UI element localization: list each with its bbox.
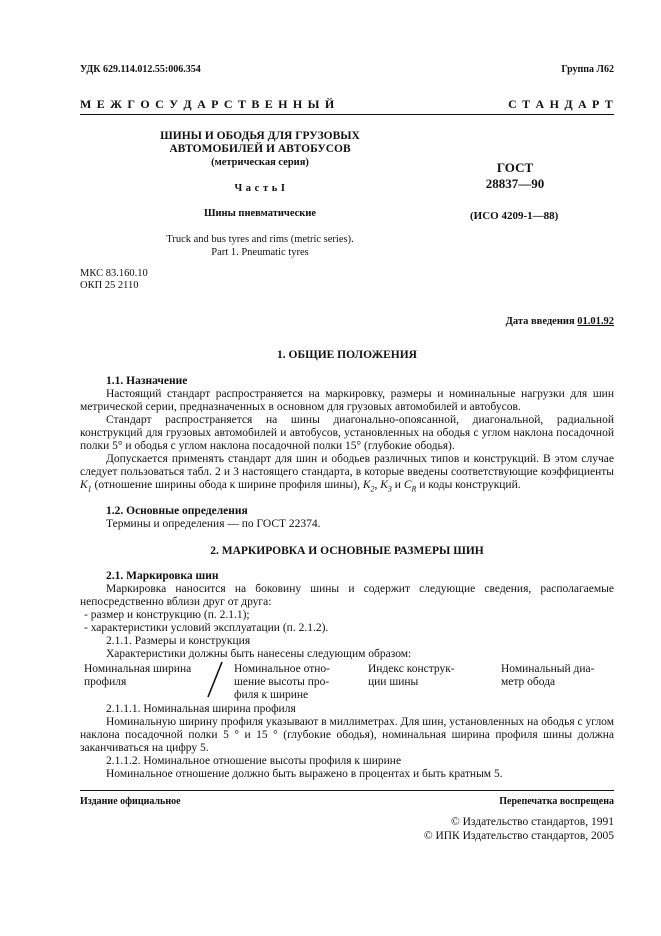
title-line-1: ШИНЫ И ОБОДЬЯ ДЛЯ ГРУЗОВЫХ [160,130,360,142]
banner-standard: С Т А Н Д А Р Т [508,97,614,111]
section-1-2-heading: 1.2. Основные определения [106,505,248,517]
scheme-col2-line3: филя к ширине [234,689,309,701]
coef-cr: $C_R$ [403,479,417,494]
copyright-1991: © Издательство стандартов, 1991 [450,816,614,828]
section-2-1-1-1-heading: 2.1.1.1. Номинальная ширина профиля [106,703,296,715]
p3-and: и [394,479,401,492]
date-intro-value: 01.01.92 [577,316,614,327]
coef-k3: $K_3$ [380,479,392,494]
scheme-col4-line2: метр обода [501,676,556,688]
scheme-col4-line1: Номинальный диа- [501,663,595,675]
edition-official: Издание официальное [80,796,181,807]
okp-code: ОКП 25 2110 [80,280,139,291]
scheme-col2-line1: Номинальное отно- [234,663,330,675]
p3-text-a: Допускается применять стандарт для шин и ободьев различных типов и конструкций. В этом случае следует пользоваться табл. 2 и 3 настоящего стандарта, в которые введены соответствующие коэффициенты [80,453,614,479]
gost-block [460,160,570,192]
p3-text-b: (отношение ширины обода к ширине профиля шины), [94,479,360,492]
coef-k2: $K_2$ [362,479,375,494]
english-title-1: Truck and bus tyres and rims (metric series). [166,234,354,245]
codes-block [80,268,148,292]
scheme-col3-line2: ции шины [368,676,419,688]
title-line-2: АВТОМОБИЛЕЙ И АВТОБУСОВ [169,143,351,155]
scheme-col1-line1: Номинальная ширина [84,663,192,675]
mks-code: МКС 83.160.10 [80,268,148,279]
list-item-1: - размер и конструкцию (п. 2.1.1); [84,609,250,621]
section-1-1-p2: Стандарт распространяется на шины диагонально-опоясанной, диагональной, радиальной конструкций для грузовых автомобилей и автобусов, установленных на ободья с углом наклона посадочной полки 5° и ободья с углом наклона посадочной полки 15° (глубокие ободья). [80,414,614,453]
group-code: Группа Л62 [561,64,614,75]
series-label: (метрическая серия) [211,157,309,168]
header-rule [80,114,614,115]
p3-text-c: и коды конструкций. [419,479,521,492]
reprint-prohibited: Перепечатка воспрещена [499,796,614,807]
section-2-1-1-heading: 2.1.1. Размеры и конструкция [106,635,251,647]
list-item-2: - характеристики условий эксплуатации (п. 2.1.2). [84,622,329,634]
section-2-1-1-p1: Характеристики должны быть нанесены следующим образом: [106,648,412,660]
section-1-1-heading: 1.1. Назначение [106,375,188,387]
english-title-2: Part 1. Pneumatic tyres [211,247,309,258]
section-1-heading: 1. ОБЩИЕ ПОЛОЖЕНИЯ [277,349,417,361]
section-2-1-heading: 2.1. Маркировка шин [106,570,219,582]
copyright-block [424,815,614,843]
section-2-1-1-1-p1: Номинальную ширину профиля указывают в миллиметрах. Для шин, установленных на ободья с углом наклона посадочной полки 5 ° и 15 ° (глубокие ободья), номинальная ширина профиля шины должна заканчиваться на цифру 5. [80,716,614,755]
section-2-1-1-2-p1: Номинальное отношение должно быть выражено в процентах и быть кратным 5. [106,768,503,780]
footer-rule [80,790,614,791]
part-name: Шины пневматические [203,208,317,219]
title-block [110,130,410,259]
part-label: Ч а с т ь I [234,183,286,194]
scheme-col3-line1: Индекс конструк- [368,663,455,675]
scheme-col2-line2: шение высоты про- [234,676,330,688]
scheme-col1-line2: профиля [84,676,127,688]
scheme-col-diameter [501,663,594,689]
slash-separator [204,660,226,700]
section-2-1-p1: Маркировка наносится на боковину шины и содержит следующие сведения, располагаемые непосредственно вблизи друг от друга: [80,583,614,609]
section-2-1-1-2-heading: 2.1.1.2. Номинальное отношение высоты профиля к ширине [106,755,402,767]
coef-k1: $K_1$ [80,479,92,494]
gost-number: 28837—90 [485,176,545,191]
scheme-col-ratio [234,663,330,702]
iso-reference: (ИСО 4209-1—88) [470,210,559,222]
scheme-col-construction [368,663,455,689]
copyright-2005: © ИПК Издательство стандартов, 2005 [423,830,614,842]
section-2-heading: 2. МАРКИРОВКА И ОСНОВНЫЕ РАЗМЕРЫ ШИН [210,545,484,557]
udk-code: УДК 629.114.012.55:006.354 [80,64,201,75]
banner-interstate: М Е Ж Г О С У Д А Р С Т В Е Н Н Ы Й [80,97,336,111]
date-intro [506,316,614,327]
section-1-1-p3: Допускается применять стандарт для шин и ободьев различных типов и конструкций. В этом случае следует пользоваться табл. 2 и 3 настоящего стандарта, в которые введены соответствующие коэффициенты $K_1$ (отношение ширины обода к ширине профиля шины), $K_2$, $K_3$ и $C_R$ и коды конструкций. [80,453,614,494]
gost-label: ГОСТ [496,160,534,175]
scheme-col-width [84,663,202,689]
section-1-1-p1: Настоящий стандарт распространяется на маркировку, размеры и номинальные нагрузки для шин метрической серии, предназначенных в основном для грузовых автомобилей и автобусов. [80,388,614,414]
date-intro-label: Дата введения [505,316,575,327]
section-1-2-p1: Термины и определения — по ГОСТ 22374. [106,518,321,530]
